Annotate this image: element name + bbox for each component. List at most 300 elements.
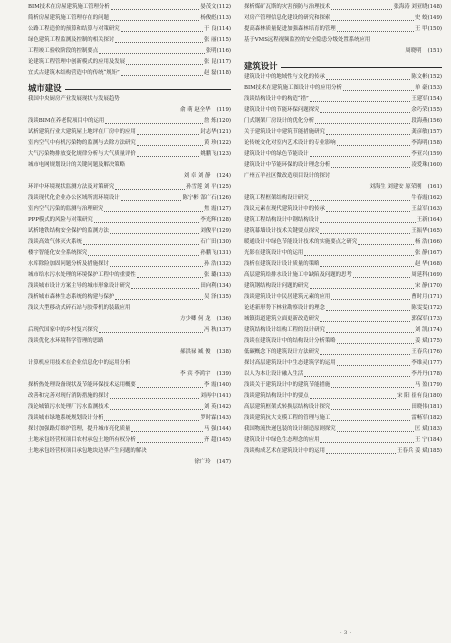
entry-author: 田向利 — [200, 283, 217, 289]
section-heading — [28, 80, 231, 94]
entry-author: 王 宁 — [415, 437, 428, 443]
entry-title: 以人为本让设计融入生活 — [244, 371, 304, 377]
entry-page: (168) — [427, 261, 442, 267]
entry-title: 浅谈建筑设计中民居建筑元素的应用 — [244, 294, 331, 300]
entry-title: 浅谈关于建筑设计中的建筑节能措施 — [244, 382, 331, 388]
entry-page: (148) — [427, 4, 442, 10]
entry-page: (176) — [427, 349, 442, 355]
entry-author: 于 良 — [204, 26, 217, 32]
entry-page: (134) — [216, 283, 231, 289]
toc-author-line — [28, 347, 231, 358]
entry-page: (112) — [216, 4, 231, 10]
entry-author: 杨俊彪 — [200, 15, 217, 21]
entry-author: 张 丽 — [204, 37, 217, 43]
entry-author: 吴 泽 — [204, 294, 217, 300]
entry-author: 王振华 — [411, 228, 428, 234]
entry-page: (171) — [427, 294, 442, 300]
entry-page: (151) — [427, 48, 442, 54]
entry-page: (164) — [427, 217, 442, 223]
dot-leader — [110, 20, 199, 21]
dot-leader — [115, 189, 185, 190]
entry-author: 姜 斌 — [415, 338, 428, 344]
dot-leader — [326, 310, 410, 311]
dot-leader — [337, 31, 414, 32]
entry-author: 郝洪禄 臧 俊 — [180, 349, 211, 355]
entry-author: 徐广玲 — [194, 459, 211, 465]
entry-page: (132) — [216, 261, 231, 267]
dot-leader — [115, 299, 203, 300]
toc-entry — [28, 292, 231, 303]
toc-entry — [28, 215, 231, 226]
toc-entry — [28, 204, 231, 215]
entry-author: 张 静 — [415, 250, 428, 256]
entry-page: (136) — [216, 316, 231, 322]
entry-title: 大气污染物排放变化规律分析与大气质量评价 — [28, 151, 136, 157]
entry-author: 匡 斌 — [415, 426, 428, 432]
toc-entry — [28, 248, 231, 259]
toc-entry — [28, 24, 231, 35]
toc-entry — [244, 347, 442, 358]
dot-leader — [320, 112, 410, 113]
dot-leader — [320, 266, 414, 267]
toc-entry — [244, 369, 442, 380]
toc-entry — [28, 424, 231, 435]
toc-entry — [28, 380, 231, 391]
entry-title: 公路工程造价的预算和结算与对策研究 — [28, 26, 120, 32]
toc-author-line — [28, 369, 231, 380]
entry-page: (142) — [216, 404, 231, 410]
dot-leader — [131, 431, 203, 432]
entry-title: 建筑设计中的地域性与文化的传承 — [244, 74, 325, 80]
dot-leader — [310, 288, 414, 289]
entry-page: (157) — [427, 129, 442, 135]
entry-page: (184) — [427, 437, 442, 443]
entry-title: 浅谈BIM在养老院项目中的运用 — [28, 118, 105, 124]
toc-entry — [28, 149, 231, 160]
entry-title: 低碳概念下的建筑设计方法研究 — [244, 349, 320, 355]
toc-entry — [244, 270, 442, 281]
entry-title: 建筑结构设计结构工程的设计研究 — [244, 327, 325, 333]
entry-author: 焦 霞 — [204, 206, 217, 212]
entry-author: 张 璐 — [204, 272, 217, 278]
entry-author: 马 盈 — [415, 382, 428, 388]
entry-author: 詹 炼 — [204, 118, 217, 124]
entry-title: 浅谈城市绿地系统规划设计分析 — [28, 415, 104, 421]
entry-author: 郭保军 — [411, 316, 428, 322]
section-rule — [281, 67, 443, 68]
entry-author: 宋 阳 崔有良 — [397, 393, 428, 399]
entry-author: 刘 凯 — [415, 327, 428, 333]
toc-entry — [28, 325, 231, 336]
toc-entry — [244, 281, 442, 292]
entry-author: 刘 卓 刘 静 — [183, 173, 211, 179]
entry-author: 方少卿 何 龙 — [180, 316, 211, 322]
entry-page: (181) — [427, 404, 442, 410]
toc-entry — [244, 380, 442, 391]
dot-leader — [343, 90, 414, 91]
entry-author: 王建军 — [411, 96, 428, 102]
toc-author-line — [244, 182, 442, 193]
entry-page: (173) — [427, 316, 442, 322]
entry-author: 田晓伟 — [411, 404, 428, 410]
entry-title: 浅析城市森林生态系统的构建与保护 — [28, 294, 115, 300]
entry-author: 余巧荣 — [411, 107, 428, 113]
entry-title: 暖通设计中绿色节能设计技术的实施要点之研究 — [244, 239, 358, 245]
entry-page: (121) — [216, 129, 231, 135]
dot-leader — [331, 20, 414, 21]
entry-author: 宋 静 — [415, 283, 428, 289]
toc-entry — [244, 149, 442, 160]
entry-title: 浅论城镇污水处理厂污水监测技术 — [28, 404, 109, 410]
entry-author: 曹时月 — [411, 294, 428, 300]
entry-page: (155) — [427, 107, 442, 113]
entry-page: (147) — [216, 459, 231, 465]
entry-page: (133) — [216, 272, 231, 278]
dot-leader — [121, 31, 203, 32]
entry-author: 马 强 — [204, 426, 217, 432]
entry-page: (113) — [216, 15, 231, 21]
entry-author: 李 霞 — [204, 382, 217, 388]
entry-author: 李光辉 — [200, 217, 217, 223]
entry-page: (143) — [216, 415, 231, 421]
entry-title: 水库除险加固问题分析及措施探讨 — [28, 261, 109, 267]
entry-author: 王春兵 — [411, 349, 428, 355]
entry-title: 绿色建筑工程监测及控制的相关探讨 — [28, 37, 115, 43]
entry-page: (123) — [216, 151, 231, 157]
entry-page: (137) — [216, 327, 231, 333]
entry-page: (156) — [427, 118, 442, 124]
dot-leader — [310, 398, 396, 399]
toc-entry — [244, 413, 442, 424]
toc-entry — [28, 446, 231, 457]
entry-author: 孙 浩 — [204, 261, 217, 267]
entry-title: 浅析在建筑设计设计质量的策略 — [244, 261, 320, 267]
toc-entry — [28, 402, 231, 413]
entry-title: 探析煤矿瓦斯的灾害预防与治理技术 — [244, 4, 331, 10]
toc-entry — [244, 402, 442, 413]
entry-author: 刘 英 — [204, 404, 217, 410]
entry-page: (178) — [427, 371, 442, 377]
toc-entry — [244, 237, 442, 248]
dot-leader — [99, 332, 203, 333]
entry-author: 王 甲 — [415, 26, 428, 32]
entry-page: (179) — [427, 382, 442, 388]
entry-author: 赵 华 — [415, 261, 428, 267]
toc-entry — [28, 259, 231, 270]
entry-title: 论建筑工程管理中创新模式的应用及发展 — [28, 59, 126, 65]
entry-author: 牛春霞 — [411, 195, 428, 201]
entry-title: 城镇街道建筑立面更新改造研究 — [244, 316, 320, 322]
entry-author: 黄 珍 — [204, 140, 217, 146]
entry-page: (124) — [216, 173, 231, 179]
entry-page: (128) — [216, 217, 231, 223]
toc-entry — [244, 72, 442, 83]
entry-title: 浅谈建筑抗大支模工程的管理与施工 — [244, 415, 331, 421]
toc-entry — [244, 259, 442, 270]
entry-author: 冯 秋 — [204, 327, 217, 333]
entry-title: 建筑工程结构设计中钢结构设计 — [244, 217, 320, 223]
entry-title: 光影在建筑设计中的运用 — [244, 250, 304, 256]
toc-entry — [28, 358, 231, 369]
entry-page: (154) — [427, 96, 442, 102]
entry-title: 宜式古建筑木结构营造中的传统“规矩” — [28, 70, 120, 76]
toc-entry — [28, 2, 231, 13]
entry-title: 我国中央厨房产业发展现状与发展趋势 — [28, 96, 120, 102]
entry-title: PPP模式的风险与对策研究 — [28, 217, 93, 223]
toc-entry — [244, 336, 442, 347]
dot-leader — [310, 156, 411, 157]
entry-page: (119) — [216, 107, 231, 113]
toc-entry — [28, 193, 231, 204]
toc-entry — [28, 68, 231, 79]
entry-page: (183) — [427, 426, 442, 432]
toc-entry — [28, 57, 231, 68]
dot-leader — [326, 453, 396, 454]
entry-title: 基于VMS远程视频监控的安全隐患分级处置系统应用 — [244, 37, 371, 43]
dot-leader — [320, 233, 410, 234]
entry-author: 史 蛟 — [415, 15, 428, 21]
entry-page: (138) — [216, 349, 231, 355]
dot-leader — [304, 255, 414, 256]
toc-entry — [28, 391, 231, 402]
dot-leader — [353, 277, 410, 278]
entry-page: (116) — [216, 48, 231, 54]
entry-title: 浅谈城市设计方案主导的城市形象设计研究 — [28, 283, 131, 289]
entry-page: (159) — [427, 151, 442, 157]
entry-title: 浅谈在建筑设计中的结构设计分析策略 — [244, 338, 336, 344]
entry-author: 孙雪莲 刘 平 — [186, 184, 217, 190]
toc-entry — [244, 171, 442, 182]
entry-page: (162) — [427, 195, 442, 201]
entry-title: 提高森林质量促进加强森林培育的管理 — [244, 26, 336, 32]
toc-entry — [28, 46, 231, 57]
entry-page: (152) — [427, 74, 442, 80]
entry-title: 建筑幕墙设计技术关键要点探究 — [244, 228, 320, 234]
entry-title: 浅谈现代化企业办公区域所需环境设计 — [28, 195, 120, 201]
dot-leader — [110, 398, 199, 399]
dot-leader — [94, 222, 200, 223]
entry-title: 门式钢架厂房设计的优化分析 — [244, 118, 315, 124]
left-column — [28, 2, 231, 468]
entry-title: 对房产管理信息化建设的研究和探索 — [244, 15, 331, 21]
dot-leader — [331, 299, 410, 300]
entry-title: 浅议元素在现代建筑设计中的传承 — [244, 206, 325, 212]
toc-entry — [244, 424, 442, 435]
entry-page: (140) — [216, 382, 231, 388]
dot-leader — [337, 365, 411, 366]
dot-leader — [104, 211, 203, 212]
page-number: · 3 · — [340, 630, 352, 636]
toc-entry — [244, 391, 442, 402]
dot-leader — [137, 387, 203, 388]
entry-title: 探析热处理设备现状及节能环保技术运用概要 — [28, 382, 136, 388]
entry-author: 刘海生 刘建安 原荣刚 — [369, 184, 422, 190]
dot-leader — [99, 53, 205, 54]
dot-leader — [137, 134, 199, 135]
entry-page: (174) — [427, 327, 442, 333]
right-column — [244, 2, 442, 457]
entry-page: (150) — [427, 26, 442, 32]
dot-leader — [331, 387, 414, 388]
entry-title: 建筑设计中节能环保的设计理念分析 — [244, 162, 331, 168]
entry-title: 浅谈建筑结构设计中的要点 — [244, 393, 309, 399]
section-rule — [65, 89, 232, 90]
toc-entry — [28, 237, 231, 248]
entry-author: 单 豪 — [415, 85, 428, 91]
toc-entry — [244, 94, 442, 105]
entry-author: 周延科 — [411, 272, 428, 278]
entry-page: (165) — [427, 228, 442, 234]
toc-entry — [244, 2, 442, 13]
dot-leader — [137, 277, 203, 278]
entry-title: 简析房屋建筑施工管理存在的问题 — [28, 15, 109, 21]
entry-page: (115) — [216, 37, 231, 43]
dot-leader — [331, 420, 410, 421]
dot-leader — [110, 233, 199, 234]
entry-author: 张明 — [205, 48, 217, 54]
entry-title: 建筑设计中的绿色节能设计 — [244, 151, 309, 157]
entry-title: 我国物流快递包装的设计制造原则探究 — [244, 426, 336, 432]
entry-author: 王春兵 姜 斌 — [397, 448, 428, 454]
entry-page: (139) — [216, 371, 231, 377]
dot-leader — [110, 266, 203, 267]
dot-leader — [126, 64, 203, 65]
entry-page: (170) — [427, 283, 442, 289]
entry-author: 齐 超 — [204, 437, 217, 443]
toc-author-line — [28, 105, 231, 116]
toc-entry — [244, 127, 442, 138]
entry-page: (117) — [216, 59, 231, 65]
dot-leader — [104, 420, 199, 421]
entry-author: 李亚兴 — [411, 151, 428, 157]
entry-title: 工程竣工验收阶段的控制要点 — [28, 48, 99, 54]
toc-entry — [28, 160, 231, 171]
toc-entry — [28, 226, 231, 237]
entry-title: 建筑设计中的节能环保问题探究 — [244, 107, 320, 113]
entry-author: 刘再中 — [200, 393, 217, 399]
toc-entry — [28, 13, 231, 24]
entry-title: 论传统文化对室内艺术设计的专业影响 — [244, 140, 336, 146]
entry-title: 试析地铁结构安全保护的监测方法 — [28, 228, 109, 234]
entry-page: (130) — [216, 239, 231, 245]
entry-title: BIM技术在建筑施工图设计中的应用分析 — [244, 85, 342, 91]
entry-page: (118) — [216, 70, 231, 76]
entry-page: (149) — [427, 15, 442, 21]
entry-title: 浅谈构成艺术在建筑设计中的运用 — [244, 448, 325, 454]
dot-leader — [326, 332, 414, 333]
entry-title: 室内空气污染的监测与治理研究 — [28, 206, 104, 212]
section-heading — [244, 58, 442, 72]
dot-leader — [331, 167, 410, 168]
entry-title: 广州五羊社区微改造项目设计的探讨 — [244, 173, 331, 179]
entry-page: (114) — [216, 26, 231, 32]
entry-title: 论述新形势下林业勘察设计的理念 — [244, 305, 325, 311]
dot-leader — [337, 431, 414, 432]
section-title: 城市建设 — [28, 83, 62, 93]
entry-title: 改善和完善对现行消防措施的探讨 — [28, 393, 109, 399]
dot-leader — [331, 9, 392, 10]
entry-page: (172) — [427, 305, 442, 311]
dot-leader — [320, 222, 415, 223]
entry-author: 石广田 — [200, 239, 217, 245]
entry-page: (141) — [216, 393, 231, 399]
entry-page: (161) — [427, 184, 442, 190]
entry-author: 李维灵 — [411, 360, 428, 366]
entry-page: (169) — [427, 272, 442, 278]
entry-title: 探讨高层建筑设计中生态建筑学的运用 — [244, 360, 336, 366]
section-title: 建筑设计 — [244, 61, 278, 71]
entry-page: (185) — [427, 448, 442, 454]
entry-title: 探讨加强路灯维护管理，提升城市亮化质量 — [28, 426, 131, 432]
entry-page: (160) — [427, 162, 442, 168]
dot-leader — [337, 145, 411, 146]
dot-leader — [326, 79, 410, 80]
entry-title: 室内空气中有机污染物的监测与去除方法研究 — [28, 140, 136, 146]
toc-entry — [28, 281, 231, 292]
entry-page: (125) — [216, 184, 231, 190]
entry-title: 高层建筑给排水设计施工中缺陷及问题的思考 — [244, 272, 352, 278]
entry-title: 土地承包经营权项目承包地块边界产生问题的解决 — [28, 448, 147, 454]
toc-entry — [28, 413, 231, 424]
dot-leader — [121, 75, 203, 76]
entry-page: (182) — [427, 415, 442, 421]
toc-entry — [244, 314, 442, 325]
toc-entry — [28, 94, 231, 105]
entry-author: 罗时霖 — [200, 415, 217, 421]
toc-author-line — [244, 46, 442, 57]
toc-entry — [28, 127, 231, 138]
toc-entry — [244, 193, 442, 204]
dot-leader — [326, 134, 410, 135]
dot-leader — [110, 409, 203, 410]
entry-title: 后现代国家中的乡村复兴探究 — [28, 327, 99, 333]
entry-page: (127) — [216, 206, 231, 212]
dot-leader — [137, 442, 203, 443]
dot-leader — [358, 244, 414, 245]
entry-page: (129) — [216, 228, 231, 234]
dot-leader — [326, 211, 410, 212]
entry-author: 王益军 — [411, 206, 428, 212]
entry-page: (120) — [216, 118, 231, 124]
toc-entry — [244, 160, 442, 171]
toc-entry — [244, 204, 442, 215]
toc-entry — [28, 35, 231, 46]
toc-entry — [244, 138, 442, 149]
dot-leader — [131, 288, 199, 289]
entry-author: 陈雯雯 — [411, 305, 428, 311]
toc-entry — [244, 358, 442, 369]
entry-title: 浅谈优化水环境科学管理的思路 — [28, 338, 104, 344]
entry-page: (126) — [216, 195, 231, 201]
entry-author: 陈文彬 — [411, 74, 428, 80]
entry-page: (153) — [427, 85, 442, 91]
entry-author: 雷畅军 — [411, 415, 428, 421]
toc-entry — [28, 303, 231, 314]
toc-entry — [244, 226, 442, 237]
dot-leader — [137, 156, 199, 157]
toc-entry — [28, 116, 231, 127]
entry-title: 浅谈高效气体灭火系统 — [28, 239, 82, 245]
entry-title: 城市给水污水处理的环境保护工程中的重要性 — [28, 272, 136, 278]
entry-page: (167) — [427, 250, 442, 256]
dot-leader — [83, 244, 199, 245]
dot-leader — [121, 200, 182, 201]
entry-page: (166) — [427, 239, 442, 245]
toc-author-line — [28, 171, 231, 182]
toc-entry — [28, 270, 231, 281]
dot-leader — [304, 376, 410, 377]
entry-title: 环评中环境现状监测方法及对策研究 — [28, 184, 115, 190]
